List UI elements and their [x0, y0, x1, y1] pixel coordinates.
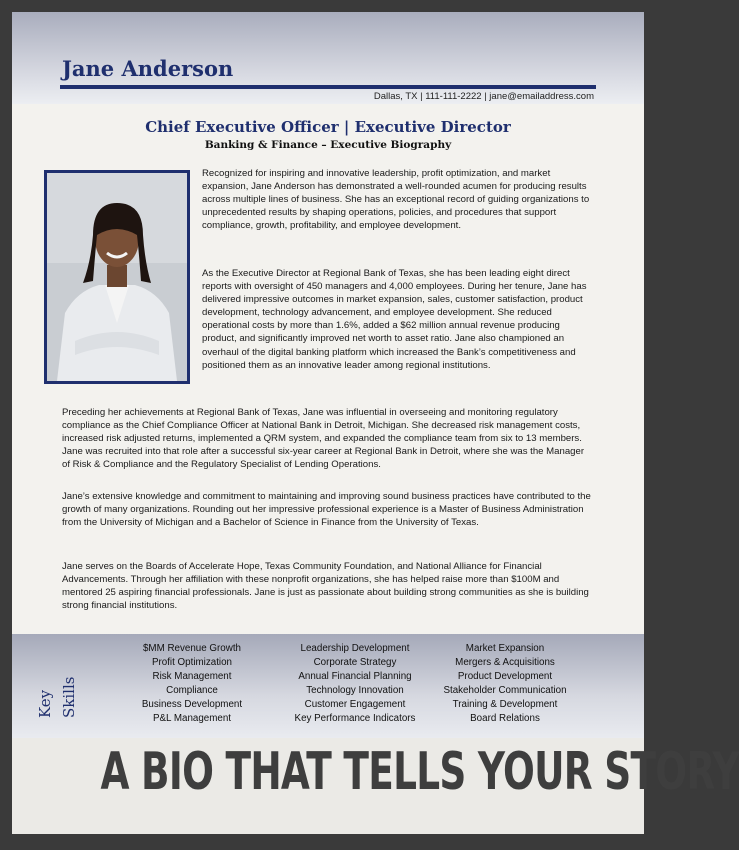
skill-item: Corporate Strategy [313, 657, 397, 669]
bio-paragraph: As the Executive Director at Regional Bank of Texas, she has been leading eight direct reports with oversight of 450 managers and 4,000 employees. During her tenure, Jane has delivered impressive outcomes in market expansion, sales, customer satisfaction, product development, technology advancement, and employee development. She reduced operational costs by more than 1.6%, added a $62 million annual revenue producing product, and significantly improved net worth to asset ratio. Jane also championed an overhaul of the digital banking platform which increased the Bank’s competitiveness and positioned them as an innovative leader among regional institutions. [202, 268, 587, 371]
bio-paragraph: Jane serves on the Boards of Accelerate Hope, Texas Community Foundation, and National Alliance for Financial Advancements. Through her affiliation with these nonprofit organizations, she has helped raise more than $100M and mentored 25 aspiring financial professionals. Jane is just as passionate about building strong communities as she is building strong financial institutions. [62, 561, 589, 612]
skill-item: Market Expansion [465, 643, 545, 654]
bio-paragraph: Jane’s extensive knowledge and commitment to maintaining and improving sound business practices have contributed to the growth of many organizations. Rounding out her impressive professional experience is a Master of Business Administration from the University of Michigan and a Bachelor of Science in Finance from the University of Texas. [62, 491, 591, 529]
document-subtitle: Banking & Finance – Executive Biography [204, 139, 452, 151]
skills-column-1 [122, 642, 262, 727]
bio-paragraph: Recognized for inspiring and innovative leadership, profit optimization, and market expansion, Jane Anderson has demonstrated a well-rounded acumen for producing results across multiple lines of business. She has an exceptional record of guiding organizations to unprecedented results by shaping operations, policies, and procedures that support compliance, growth, profitability, and employee development. [202, 168, 590, 232]
tagline-banner: A BIO THAT TELLS YOUR STORY [100, 742, 739, 802]
person-name: Jane Anderson [62, 56, 234, 81]
skill-item: Training & Development [452, 699, 558, 711]
job-title: Chief Executive Officer | Executive Director [145, 118, 511, 136]
contact-line: Dallas, TX | 111-111-2222 | jane@emailaddress.com [373, 91, 594, 102]
skill-item: Risk Management [152, 671, 232, 683]
skill-item: P&L Management [152, 713, 232, 725]
skill-item: Annual Financial Planning [298, 671, 412, 683]
skills-column-2 [282, 642, 428, 727]
skills-column-3 [430, 642, 580, 727]
skills-heading [28, 652, 84, 722]
skill-item: Compliance [166, 685, 218, 697]
skill-item: $MM Revenue Growth [142, 643, 241, 654]
skills-heading-text: Key [36, 689, 54, 718]
skill-item: Product Development [457, 671, 553, 683]
skill-item: Key Performance Indicators [294, 713, 416, 725]
skill-item: Mergers & Acquisitions [455, 657, 555, 669]
skill-item: Leadership Development [300, 643, 410, 654]
bio-paragraph: Preceding her achievements at Regional Bank of Texas, Jane was influential in overseeing and monitoring regulatory compliance as the Chief Compliance Officer at National Bank in Detroit, Michigan. She decreased risk management costs, increased risk adjusted returns, implemented a QRM system, and expanded the compliance team from six to 13 members. Jane was recruited into that role after a successful six-year career at Regional Bank in Detroit, where she was the Manager of Risk & Compliance and the Regulatory Specialist of Lending Operations. [62, 407, 585, 471]
skill-item: Business Development [141, 699, 243, 711]
profile-photo [44, 170, 190, 384]
skills-heading-text: Skills [60, 676, 78, 718]
name-divider [60, 85, 596, 89]
skill-item: Customer Engagement [304, 699, 406, 711]
skill-item: Profit Optimization [151, 657, 233, 669]
skill-item: Board Relations [470, 713, 540, 725]
bio-document [12, 12, 739, 834]
skill-item: Technology Innovation [306, 685, 404, 697]
portrait-illustration [47, 173, 187, 381]
skill-item: Stakeholder Communication [443, 685, 567, 697]
